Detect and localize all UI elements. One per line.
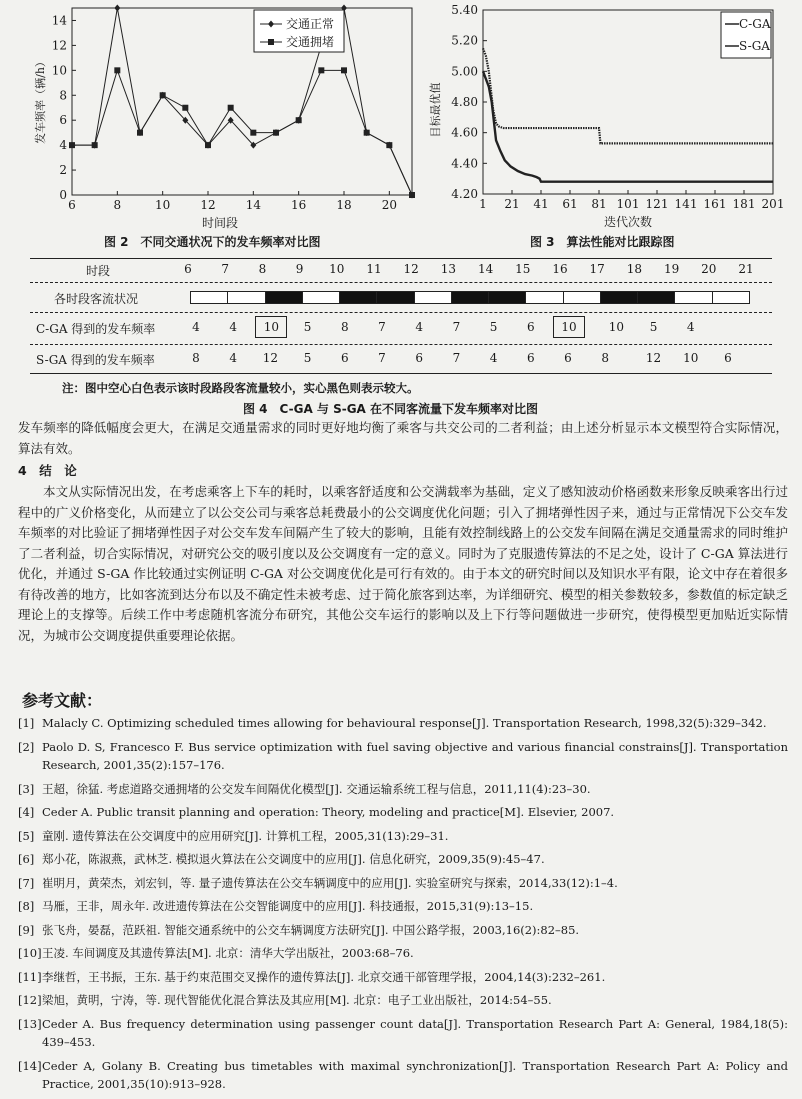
fig4-period-7: 7 bbox=[221, 262, 229, 276]
fig4-period-19: 19 bbox=[663, 262, 680, 276]
reference-text: Malacly C. Optimizing scheduled times allowing for behavioural response[J]. Transportation Research, 1998,32(5):329–342. bbox=[42, 716, 767, 730]
fig4-caption: 图 4 C-GA 与 S-GA 在不同客流量下发车频率对比图 bbox=[243, 402, 539, 416]
fig2-caption: 图 2 不同交通状况下的发车频率对比图 bbox=[104, 235, 321, 249]
fig4-period-11: 11 bbox=[366, 262, 382, 276]
fig3-xtick-label: 81 bbox=[591, 197, 607, 211]
reference-item bbox=[18, 944, 788, 963]
fig3-xtick-label: 101 bbox=[616, 197, 640, 211]
fig3-ytick-label: 5.00 bbox=[451, 64, 478, 79]
fig3-xtick-label: 141 bbox=[674, 197, 698, 211]
fig4-cga-value: 4 bbox=[415, 320, 423, 334]
reference-number: [4] bbox=[18, 805, 35, 819]
reference-item bbox=[18, 738, 788, 775]
fig2-xtick-label: 8 bbox=[113, 198, 122, 212]
fig4-flow-segment bbox=[452, 292, 489, 303]
fig2-xtick-label: 16 bbox=[291, 198, 307, 212]
fig3-ytick-label: 5.20 bbox=[451, 33, 478, 48]
fig2-ytick-label: 14 bbox=[51, 13, 67, 28]
fig4-period-20: 20 bbox=[701, 262, 717, 276]
fig4-cga-value: 5 bbox=[303, 320, 312, 334]
fig4-period-18: 18 bbox=[626, 262, 643, 276]
reference-text: 李继哲，王书振，王东. 基于约束范围交叉操作的遗传算法[J]. 北京交通干部管理学报，2004,14(3):232–261. bbox=[42, 969, 606, 984]
reference-item bbox=[18, 827, 788, 846]
fig3-xtick-label: 41 bbox=[533, 197, 549, 211]
fig4-flow-segment bbox=[377, 292, 414, 303]
fig4-sga-value: 6 bbox=[724, 351, 732, 365]
fig4-flow-segment bbox=[228, 292, 265, 303]
fig3-xtick-label: 161 bbox=[703, 197, 727, 211]
fig3-ytick-label: 4.20 bbox=[451, 187, 478, 201]
fig3-ytick-label: 4.40 bbox=[451, 156, 478, 171]
fig3-caption: 图 3 算法性能对比跟踪图 bbox=[530, 235, 675, 249]
fig4-sga-value: 4 bbox=[229, 351, 237, 365]
fig3-ylabel: 目标最优值 bbox=[429, 82, 442, 138]
fig4-period-13: 13 bbox=[440, 262, 457, 276]
fig2-point-square bbox=[228, 105, 234, 111]
fig3-legend bbox=[721, 12, 771, 58]
section-title: 4 结 论 bbox=[18, 463, 77, 478]
fig2-ytick-label: 12 bbox=[51, 38, 67, 53]
fig3-xtick-label: 201 bbox=[761, 197, 785, 211]
fig4-rule-3 bbox=[30, 344, 772, 345]
reference-item bbox=[18, 991, 788, 1010]
fig4-cga-value: 7 bbox=[378, 320, 386, 334]
fig3-xlabel: 迭代次数 bbox=[603, 215, 653, 229]
fig4-header-label: 时段 bbox=[86, 264, 111, 278]
fig2-legend bbox=[254, 10, 344, 52]
reference-item bbox=[18, 850, 788, 869]
reference-number: [14] bbox=[18, 1058, 42, 1073]
fig3-xtick-label: 121 bbox=[645, 197, 669, 211]
fig2-point-square bbox=[364, 130, 370, 136]
fig2-point-square bbox=[409, 192, 415, 198]
fig4-period-8: 8 bbox=[258, 262, 267, 276]
fig3-xtick-label: 181 bbox=[732, 197, 756, 211]
fig4-top-rule bbox=[30, 258, 772, 259]
reference-item bbox=[18, 780, 788, 799]
fig2-legend-label: 交通拥堵 bbox=[286, 35, 335, 49]
fig4-cga-value: 10 bbox=[255, 316, 287, 338]
fig2-ytick-label: 6 bbox=[59, 113, 67, 128]
fig4-flow-segment bbox=[526, 292, 563, 303]
fig4-sga-value: 8 bbox=[192, 351, 200, 365]
fig2-point-square bbox=[69, 142, 75, 148]
reference-number: [9] bbox=[18, 922, 35, 937]
fig4-cga-value: 5 bbox=[649, 320, 658, 334]
fig4-flow-segment bbox=[266, 292, 303, 303]
fig4-flow-segment bbox=[303, 292, 340, 303]
fig2-chart bbox=[30, 0, 420, 232]
fig4-sga-value: 6 bbox=[340, 351, 349, 365]
reference-text: 王超，徐猛. 考虑道路交通拥堵的公交发车间隔优化模型[J]. 交通运输系统工程与信息，2011,11(4):23–30. bbox=[42, 781, 591, 796]
fig2-point-square bbox=[296, 117, 302, 123]
fig4-cga-value: 4 bbox=[192, 320, 200, 334]
fig4-period-6: 6 bbox=[184, 262, 192, 276]
reference-number: [10] bbox=[18, 946, 42, 960]
reference-text: 郑小花，陈淑燕，武林芝. 模拟退火算法在公交调度中的应用[J]. 信息化研究，2009,35(9):45–47. bbox=[42, 852, 545, 866]
fig2-ytick-label: 0 bbox=[59, 188, 67, 202]
reference-text: Ceder A, Golany B. Creating bus timetables with maximal synchronization[J]. Transportation Research Part A: Policy and Practice, 2001,35(10):913–928. bbox=[42, 1058, 788, 1091]
fig4-cga-value: 10 bbox=[608, 320, 624, 334]
reference-item bbox=[18, 968, 788, 987]
fig4-period-15: 15 bbox=[515, 262, 531, 276]
fig2-ytick-label: 10 bbox=[51, 63, 67, 78]
fig4-sga-value: 6 bbox=[564, 351, 572, 365]
fig3-series bbox=[483, 48, 773, 181]
fig4-cga-value: 7 bbox=[452, 320, 461, 334]
reference-number: [11] bbox=[18, 969, 42, 984]
fig2-point-square bbox=[92, 142, 98, 148]
fig4-sga-value: 6 bbox=[415, 351, 423, 365]
reference-item bbox=[18, 897, 788, 916]
fig4-period-16: 16 bbox=[552, 262, 568, 276]
references-list bbox=[18, 714, 788, 1099]
reference-number: [1] bbox=[18, 716, 35, 730]
fig3-series-line bbox=[483, 48, 773, 143]
fig4-sga-value: 10 bbox=[683, 351, 699, 365]
fig2-point-square bbox=[137, 130, 143, 136]
fig2-xlabel: 时间段 bbox=[201, 216, 239, 230]
reference-item bbox=[18, 921, 788, 940]
fig4-cga-label: C-GA 得到的发车频率 bbox=[36, 322, 156, 336]
reference-text: 张飞舟，晏磊，范跃祖. 智能交通系统中的公交车辆调度方法研究[J]. 中国公路学报，2003,16(2):82–85. bbox=[42, 922, 580, 937]
fig2-point-square bbox=[318, 67, 324, 73]
fig4-sga-value: 4 bbox=[489, 351, 498, 365]
reference-text: 崔明月，黄荣杰，刘宏钊，等. 量子遗传算法在公交车辆调度中的应用[J]. 实验室研究与探索，2014,33(12):1–4. bbox=[42, 875, 618, 890]
fig4-note: 注：图中空心白色表示该时段路段客流量较小，实心黑色则表示较大。 bbox=[62, 381, 419, 395]
fig2-ylabel: 发车频率（辆/h） bbox=[34, 56, 47, 144]
body-para-1: 发车频率的降低幅度会更大，在满足交通量需求的同时更好地均衡了乘客与共交公司的二者利益；由上述分析显示本文模型符合实际情况，算法有效。 bbox=[18, 420, 788, 456]
reference-text: 王凌. 车间调度及其遗传算法[M]. 北京：清华大学出版社，2003:68–76. bbox=[42, 946, 414, 960]
fig2-point-square bbox=[160, 92, 166, 98]
fig4-sga-value: 7 bbox=[452, 351, 461, 365]
fig4-sga-value: 6 bbox=[526, 351, 535, 365]
reference-text: 童刚. 遗传算法在公交调度中的应用研究[J]. 计算机工程，2005,31(13):29–31. bbox=[42, 828, 449, 843]
fig2-point-square bbox=[386, 142, 392, 148]
fig4-cga-value: 6 bbox=[526, 320, 535, 334]
fig2-point-square bbox=[341, 67, 347, 73]
reference-text: 马雁，王非，周永年. 改进遗传算法在公交智能调度中的应用[J]. 科技通报，2015,31(9):13–15. bbox=[42, 899, 534, 913]
fig2-legend-label: 交通正常 bbox=[286, 17, 335, 31]
reference-number: [13] bbox=[18, 1016, 42, 1031]
fig2-xtick-label: 18 bbox=[336, 198, 352, 212]
fig2-series-line bbox=[72, 8, 412, 195]
fig4-period-9: 9 bbox=[295, 262, 304, 276]
fig2-series bbox=[69, 5, 415, 199]
fig4-flow-segment bbox=[601, 292, 638, 303]
fig4-flow-segment bbox=[415, 292, 452, 303]
reference-number: [8] bbox=[18, 899, 35, 913]
fig4-flow-segment bbox=[638, 292, 675, 303]
fig2-point-square bbox=[273, 130, 279, 136]
reference-item bbox=[18, 874, 788, 893]
fig3-chart bbox=[425, 0, 802, 232]
reference-item bbox=[18, 1057, 788, 1094]
fig4-cga-value: 4 bbox=[229, 320, 237, 334]
reference-text: Ceder A. Public transit planning and operation: Theory, modeling and practice[M]. Elsevier, 2007. bbox=[42, 805, 615, 819]
fig2-xtick-label: 10 bbox=[155, 198, 171, 212]
reference-number: [2] bbox=[18, 739, 35, 754]
fig4-period-14: 14 bbox=[477, 262, 494, 276]
fig3-series-line bbox=[483, 71, 773, 181]
fig4-flow-segment bbox=[489, 292, 526, 303]
fig2-xtick-label: 6 bbox=[68, 198, 76, 212]
fig4-sga-value: 7 bbox=[378, 351, 386, 365]
fig4-sga-value: 12 bbox=[645, 351, 662, 365]
fig2-xtick-label: 14 bbox=[245, 198, 261, 212]
reference-item bbox=[18, 714, 788, 733]
fig4-rule-2 bbox=[30, 312, 772, 313]
fig4-flow-segment bbox=[675, 292, 712, 303]
fig3-ytick-label: 4.60 bbox=[451, 125, 478, 140]
reference-text: Ceder A. Bus frequency determination using passenger count data[J]. Transportation Research Part A: General, 1984,18(5): 439–453. bbox=[42, 1016, 788, 1049]
fig2-ytick-label: 8 bbox=[59, 88, 67, 103]
fig2-ytick-label: 4 bbox=[59, 138, 67, 153]
fig4-period-12: 12 bbox=[403, 262, 419, 276]
fig4-sga-value: 12 bbox=[262, 351, 279, 365]
fig4-bottom-rule bbox=[30, 373, 772, 374]
fig2-point-square bbox=[205, 142, 211, 148]
fig4-flow-label: 各时段客流状况 bbox=[54, 292, 139, 306]
reference-number: [3] bbox=[18, 781, 35, 796]
fig3-xtick-label: 61 bbox=[562, 197, 578, 211]
fig4-flow-segment bbox=[340, 292, 377, 303]
fig2-xtick-label: 20 bbox=[381, 198, 397, 212]
body-para-2: 本文从实际情况出发，在考虑乘客上下车的耗时，以乘客舒适度和公交满载率为基础，定义了感知波动价格函数来形象反映乘客出行过程中的广义价格变化，从而建立了以公交公司与乘客总耗费最小的公交调度优化问题；引入了拥堵弹性因子来，通过与正常情况下公交车发车频率的对比验证了拥堵弹性因子对公交车发车间隔产生了较大的影响，且能有效控制线路上的公交发车间隔在满足交通量需求的同时维护了二者利益，切合实际情况，对研究公交的吸引度以及公交调度有一定的意义。同时为了克服遗传算法的不足之处，设计了 C-GA 算法进行优化，并通过 S-GA 作比较通过实例证明 C-GA 对公交调度优化是可行有效的。由于本文的研究时间以及知识水平有限，论文中存在着很多有待改善的地方，比如客流到达分布以及不确定性未被考虑、过于简化旅客到达率，为详细研究、模型的相关参数较多，参数值的标定缺乏理论上的支撑等。后续工作中考虑随机客流分布研究，其他公交车运行的影响以及上下行等问题做进一步研究，使得模型更加贴近实际情况，为城市公交调度提供重要理论依据。 bbox=[18, 484, 788, 643]
fig4-cga-value: 4 bbox=[686, 320, 695, 334]
fig4-flow-segment bbox=[713, 292, 749, 303]
fig2-point-square bbox=[182, 105, 188, 111]
fig4-period-10: 10 bbox=[329, 262, 345, 276]
fig2-point-square bbox=[250, 130, 256, 136]
fig3-ytick-label: 5.40 bbox=[451, 3, 478, 17]
reference-number: [7] bbox=[18, 875, 35, 890]
reference-item bbox=[18, 803, 788, 822]
fig4-flow-segment bbox=[564, 292, 601, 303]
fig4-sga-value: 8 bbox=[601, 351, 609, 365]
reference-number: [5] bbox=[18, 828, 35, 843]
fig2-ytick-label: 2 bbox=[59, 163, 67, 178]
references-heading: 参考文献： bbox=[22, 691, 103, 710]
reference-item bbox=[18, 1015, 788, 1052]
fig4-flow-bar bbox=[190, 291, 750, 304]
fig3-ytick-label: 4.80 bbox=[451, 95, 478, 109]
fig3-legend-label: C-GA bbox=[739, 17, 771, 31]
fig2-xtick-label: 12 bbox=[200, 198, 216, 212]
fig4-table bbox=[30, 258, 772, 378]
fig4-cga-value: 10 bbox=[553, 316, 585, 338]
reference-text: Paolo D. S, Francesco F. Bus service optimization with fuel saving objective and various financial constrains[J]. Transportation Research, 2001,35(2):157–176. bbox=[42, 739, 788, 772]
fig3-xtick-label: 1 bbox=[479, 197, 487, 211]
reference-number: [12] bbox=[18, 993, 42, 1007]
fig4-period-21: 21 bbox=[738, 262, 754, 276]
fig4-flow-segment bbox=[191, 292, 228, 303]
fig4-sga-label: S-GA 得到的发车频率 bbox=[36, 353, 155, 367]
reference-text: 梁旭，黄明，宁涛，等. 现代智能优化混合算法及其应用[M]. 北京：电子工业出版社，2014:54–55. bbox=[42, 993, 552, 1007]
fig4-cga-value: 8 bbox=[340, 320, 349, 334]
fig2-legend-square bbox=[268, 39, 274, 45]
fig2-point-square bbox=[114, 67, 120, 73]
fig2-point-diamond bbox=[114, 5, 120, 12]
reference-number: [6] bbox=[18, 852, 35, 866]
fig4-rule-1 bbox=[30, 282, 772, 283]
fig4-sga-value: 5 bbox=[303, 351, 312, 365]
fig4-period-17: 17 bbox=[589, 262, 605, 276]
fig4-cga-value: 5 bbox=[489, 320, 498, 334]
fig3-legend-label: S-GA bbox=[739, 39, 770, 53]
fig3-xtick-label: 21 bbox=[504, 197, 520, 211]
